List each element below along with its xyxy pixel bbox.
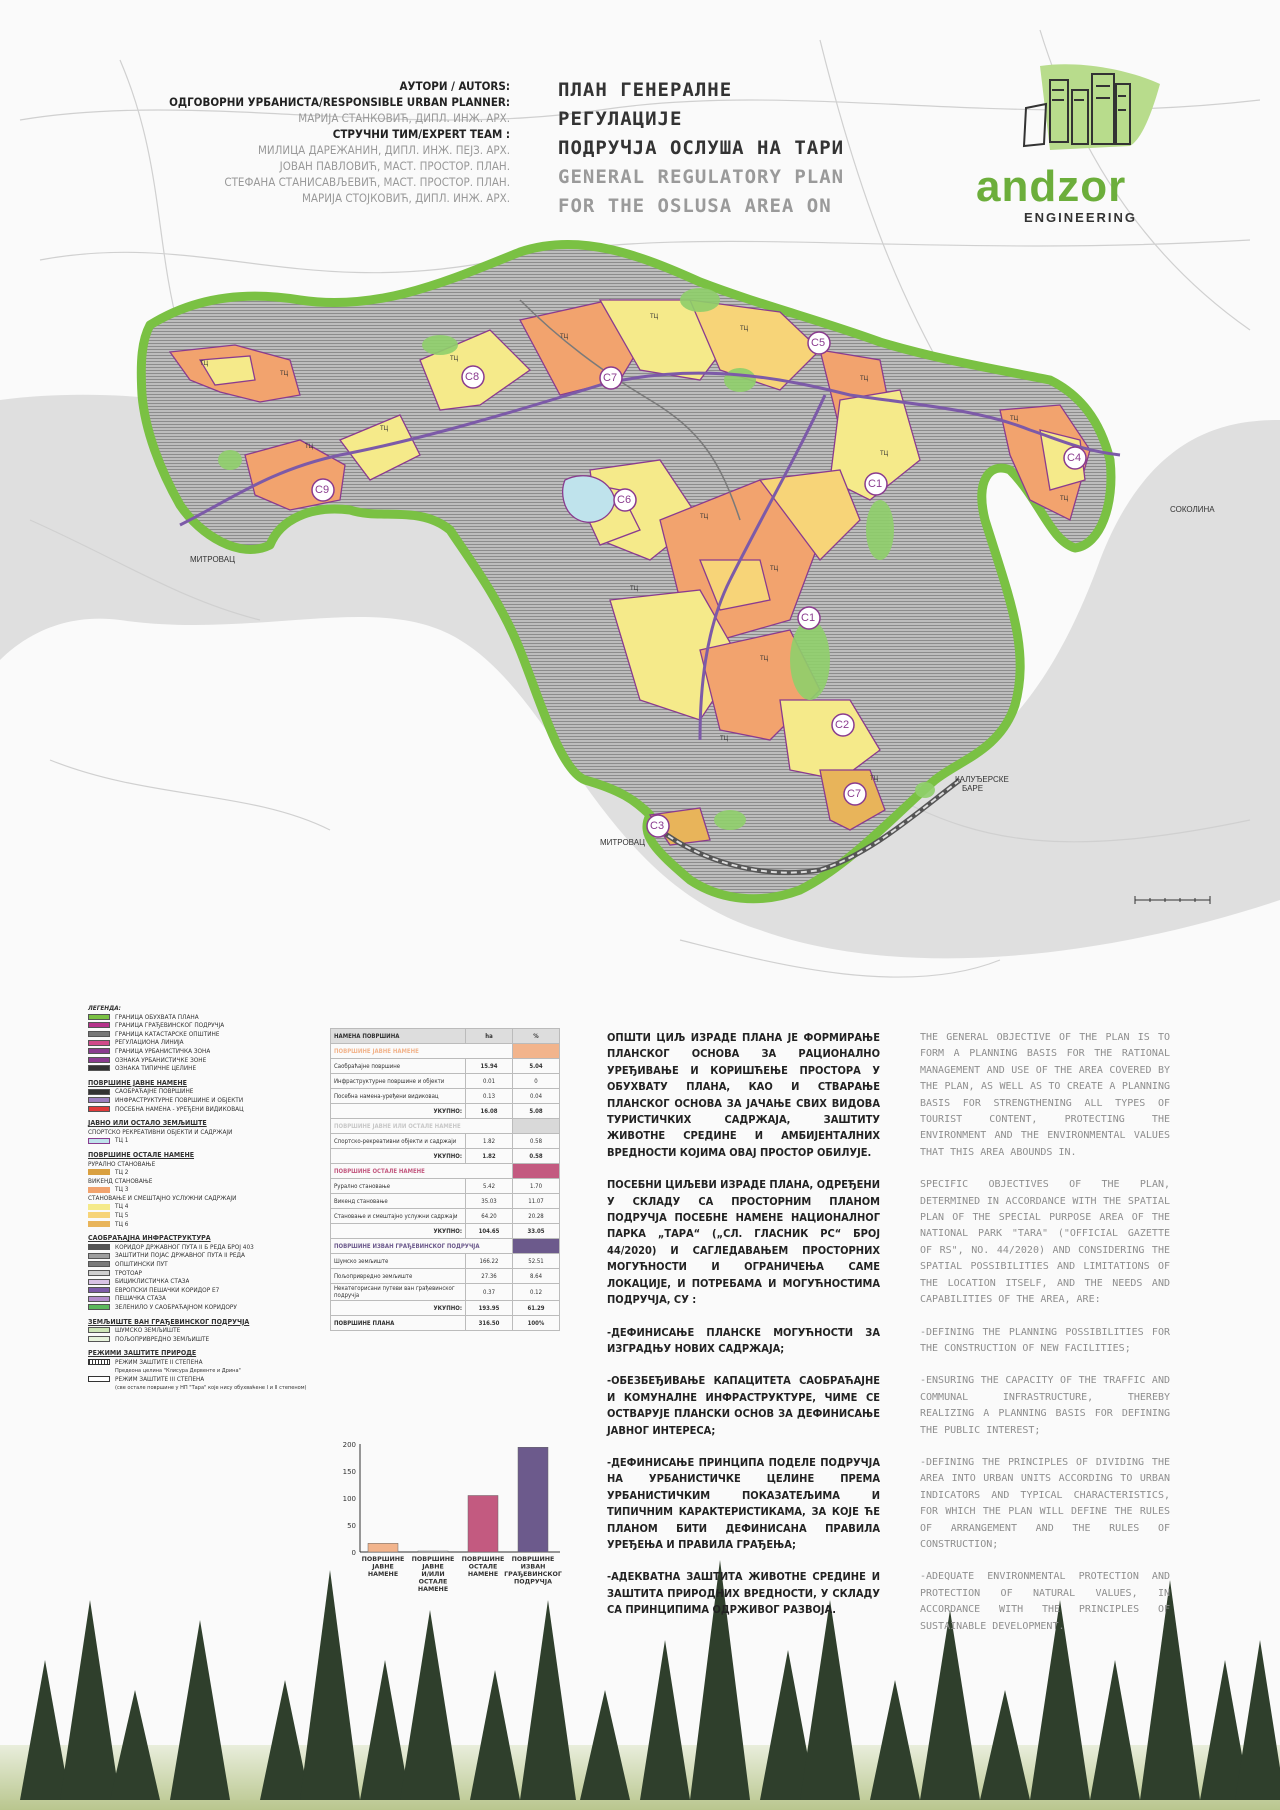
table-header: НАМЕНА ПОВРШИНА ha %	[331, 1029, 560, 1044]
legend-swatch	[88, 1279, 110, 1285]
zone-label: C1	[801, 612, 816, 624]
legend-item: РЕЖИМ ЗАШТИТЕ II СТЕПЕНА	[88, 1358, 328, 1367]
paragraph: -ДЕФИНИСАЊЕ ПЛАНСКЕ МОГУЋНОСТИ ЗА ИЗГРАДЊУ НОВИХ САДРЖАЈА;	[607, 1325, 880, 1355]
legend-weekend-label: ВИКЕНД СТАНОВАЊЕ	[88, 1176, 153, 1185]
svg-text:ТЦ: ТЦ	[305, 444, 314, 450]
legend-item: ГРАНИЦА УРБАНИСТИЧКА ЗОНА	[88, 1047, 328, 1056]
y-tick-label: 100	[342, 1495, 356, 1503]
x-tick-label: ГРАЂЕВИНСКОГ	[504, 1571, 562, 1578]
legend-item: ИНФРАСТРУКТУРНЕ ПОВРШИНЕ И ОБЈЕКТИ	[88, 1096, 328, 1105]
legend-item: ОЗНАКА УРБАНИСТИЧКЕ ЗОНЕ	[88, 1056, 328, 1065]
svg-text:ТЦ: ТЦ	[450, 356, 459, 362]
area-table	[330, 1028, 560, 1331]
svg-text:ТЦ: ТЦ	[880, 451, 889, 457]
legend-item: ШУМСКО ЗЕМЉИШТЕ	[88, 1326, 328, 1335]
credits	[60, 78, 510, 206]
zone-label: C5	[811, 337, 826, 349]
zone-label: C3	[650, 820, 665, 832]
svg-text:ТЦ: ТЦ	[630, 586, 639, 592]
place-kaluderske: КАЛУЂЕРСКЕ	[955, 775, 1009, 784]
legend-rural-label: РУРАЛНО СТАНОВАЊЕ	[88, 1159, 156, 1168]
place-mitrovac-s: МИТРОВАЦ	[600, 838, 646, 847]
paragraph: THE GENERAL OBJECTIVE OF THE PLAN IS TO FORM A PLANNING BASIS FOR THE RATIONAL MANAGEMENT AND USE OF THE AREA COVERED BY THE PLAN, AS WELL AS TO CREATE A PLANNING BASIS FOR STRENGTHENING ALL TYPES OF TOURIST CONTENT, PROTECTING THE ENVIRONMENT AND THE ENVIRONMENTAL VALUES THAT THIS AREA ABOUNDS IN.	[920, 1032, 1170, 1158]
table-row: Спортско-рекреативни објекти и садржаји 1.82 0.58	[331, 1134, 560, 1149]
legend-item: ГРАНИЦА ОБУХВАТА ПЛАНА	[88, 1013, 328, 1022]
legend-swatch	[88, 1336, 110, 1342]
table-row: Становање и смештајно услужни садржаји 64.20 20.28	[331, 1209, 560, 1224]
legend-item: ПОЉОПРИВРЕДНО ЗЕМЉИШТЕ	[88, 1335, 328, 1344]
team-label: СТРУЧНИ ТИМ/EXPERT TEAM :	[332, 127, 510, 141]
zone-label: C4	[1067, 452, 1082, 464]
place-bare: БАРЕ	[962, 784, 984, 793]
legend-item: ТЦ 4	[88, 1202, 328, 1211]
table-section: ПОВРШИНЕ ЈАВНЕ ИЛИ ОСТАЛЕ НАМЕНЕ	[331, 1119, 560, 1134]
table-total: УКУПНО: 1.82 0.58	[331, 1149, 560, 1164]
svg-text:ТЦ: ТЦ	[1060, 496, 1069, 502]
objectives-sr	[607, 1030, 880, 1635]
legend-item: ТЦ 1	[88, 1136, 328, 1145]
x-tick-label: ПОВРШИНЕ	[511, 1556, 555, 1563]
paragraph: -ОБЕЗБЕЂИВАЊЕ КАПАЦИТЕТА САОБРАЋАЈНЕ И КОМУНАЛНЕ ИНФРАСТРУКТУРЕ, ЧИМЕ СЕ ОСТВАРУЈЕ ПЛАНСКИ ОСНОВ ЗА ДЕФИНИСАЊЕ ЈАВНОГ ИНТЕРЕСА;	[607, 1374, 880, 1437]
x-tick-label: НАМЕНЕ	[367, 1571, 399, 1578]
paragraph: -DEFINING THE PLANNING POSSIBILITIES FOR THE CONSTRUCTION OF NEW FACILITIES;	[920, 1326, 1170, 1354]
y-tick-label: 50	[347, 1522, 356, 1530]
legend-swatch	[88, 1327, 110, 1333]
legend-swatch	[88, 1022, 110, 1028]
team-member: МАРИЈА СТОЈКОВИЋ, ДИПЛ. ИНЖ. АРХ.	[301, 191, 510, 205]
legend-public-head: ПОВРШИНЕ ЈАВНЕ НАМЕНЕ	[88, 1078, 187, 1087]
legend-sport-label: СПОРТСКО РЕКРЕАТИВНИ ОБЈЕКТИ И САДРЖАЈИ	[88, 1127, 233, 1136]
svg-text:ТЦ: ТЦ	[770, 566, 779, 572]
legend-item: ЗЕЛЕНИЛО У САОБРАЋАЈНОМ КОРИДОРУ	[88, 1303, 328, 1312]
table-total: УКУПНО: 193.95 61.29	[331, 1301, 560, 1316]
bar	[368, 1543, 398, 1552]
table-total: УКУПНО: 104.65 33.05	[331, 1224, 560, 1239]
table-row: Посебна намена-уређени видиковац 0.13 0.04	[331, 1089, 560, 1104]
team-member: ЈОВАН ПАВЛОВИЋ, МАСТ. ПРОСТОР. ПЛАН.	[279, 159, 510, 173]
title-sr-1: ПЛАН ГЕНЕРАЛНЕ РЕГУЛАЦИЈЕ	[558, 79, 733, 130]
logo-name: andzor	[976, 162, 1127, 211]
table-grand-total: ПОВРШИНЕ ПЛАНА 316.50 100%	[331, 1316, 560, 1331]
legend-outside-head: ЗЕМЉИШТЕ ВАН ГРАЂЕВИНСКОГ ПОДРУЧЈА	[88, 1317, 250, 1326]
legend-item: БИЦИКЛИСТИЧКА СТАЗА	[88, 1277, 328, 1286]
bar	[418, 1551, 448, 1552]
team-member: СТЕФАНА СТАНИСАВЉЕВИЋ, МАСТ. ПРОСТОР. ПЛАН.	[224, 175, 510, 189]
legend-public-other-head: ЈАВНО ИЛИ ОСТАЛО ЗЕМЉИШТЕ	[88, 1119, 207, 1128]
x-tick-label: ПОВРШИНЕ	[361, 1556, 405, 1563]
legend-housing-label: СТАНОВАЊЕ И СМЕШТАЈНО УСЛУЖНИ САДРЖАЈИ	[88, 1193, 237, 1202]
place-mitrovac-w: МИТРОВАЦ	[190, 555, 236, 564]
plan-title	[558, 76, 848, 221]
legend-item: РЕГУЛАЦИОНА ЛИНИЈА	[88, 1038, 328, 1047]
legend	[88, 1004, 328, 1392]
paragraph: -DEFINING THE PRINCIPLES OF DIVIDING THE AREA INTO URBAN UNITS ACCORDING TO URBAN INDICATORS AND TYPICAL CHARACTERISTICS, FOR WHICH THE PLAN WILL DEFINE THE RULES OF ARRANGEMENT AND THE RULES OF CONSTRUCTION;	[920, 1456, 1170, 1550]
legend-item: ОПШТИНСКИ ПУТ	[88, 1260, 328, 1269]
title-en-1: GENERAL REGULATORY PLAN	[558, 166, 845, 188]
x-tick-label: ПОВРШИНЕ	[411, 1556, 455, 1563]
logo-sub: ENGINEERING	[1024, 210, 1138, 225]
svg-text:ТЦ: ТЦ	[870, 776, 879, 782]
legend-swatch	[88, 1287, 110, 1293]
table-section: ПОВРШИНЕ ОСТАЛЕ НАМЕНЕ	[331, 1164, 560, 1179]
legend-protection-head: РЕЖИМИ ЗАШТИТЕ ПРИРОДЕ	[88, 1349, 197, 1358]
area-bar-chart	[330, 1436, 570, 1606]
table-total: УКУПНО: 16.08 5.08	[331, 1104, 560, 1119]
zone-label: C9	[315, 484, 330, 496]
title-en-2: FOR THE OSLUSA AREA ON	[558, 195, 832, 217]
x-tick-label: ЈАВНЕ	[422, 1563, 444, 1571]
legend-swatch	[88, 1270, 110, 1276]
table-row: Некатегорисани путеви ван грађевинског подручја 0.37 0.12	[331, 1284, 560, 1301]
x-tick-label: И/ИЛИ	[421, 1571, 445, 1578]
legend-title: ЛЕГЕНДА:	[88, 1004, 121, 1012]
x-tick-label: НАМЕНЕ	[417, 1586, 449, 1593]
svg-text:ТЦ: ТЦ	[740, 326, 749, 332]
bar	[468, 1495, 498, 1552]
legend-swatch	[88, 1261, 110, 1267]
legend-swatch	[88, 1065, 110, 1071]
svg-text:ТЦ: ТЦ	[560, 334, 569, 340]
legend-swatch	[88, 1031, 110, 1037]
authors-label: АУТОРИ / AUTORS:	[399, 79, 510, 93]
legend-traffic-head: САОБРАЋАЈНА ИНФРАСТРУКТУРА	[88, 1234, 211, 1243]
svg-text:ТЦ: ТЦ	[700, 514, 709, 520]
title-sr-2: ПОДРУЧЈА ОСЛУША НА ТАРИ	[558, 137, 845, 159]
legend-item: ОЗНАКА ТИПИЧНЕ ЦЕЛИНЕ	[88, 1064, 328, 1073]
zone-label: C2	[835, 719, 850, 731]
x-tick-label: ИЗВАН	[520, 1563, 546, 1571]
legend-item: ЕВРОПСКИ ПЕШАЧКИ КОРИДОР Е7	[88, 1286, 328, 1295]
paragraph: -ДЕФИНИСАЊЕ ПРИНЦИПА ПОДЕЛЕ ПОДРУЧЈА НА УРБАНИСТИЧКЕ ЦЕЛИНЕ ПРЕМА УРБАНИСТИЧКИМ ПОКАЗАТЕЉИМА И ТИПИЧНИМ КАРАКТЕРИСТИКАМА, ЗА КОЈЕ ЋЕ ПЛАНОМ БИТИ ДЕФИНИСАНА ПРАВИЛА УРЕЂЕЊА И ПРАВИЛА ГРАЂЕЊА;	[607, 1455, 880, 1551]
x-tick-label: ОСТАЛЕ	[418, 1578, 448, 1586]
y-tick-label: 150	[342, 1468, 356, 1476]
table-section: ПОВРШИНЕ ИЗВАН ГРАЂЕВИНСКОГ ПОДРУЧЈА	[331, 1239, 560, 1254]
svg-text:ТЦ: ТЦ	[1010, 416, 1019, 422]
table-row: Саобраћајне површине 15.94 5.04	[331, 1059, 560, 1074]
svg-text:ТЦ: ТЦ	[760, 656, 769, 662]
legend-item: КОРИДОР ДРЖАВНОГ ПУТА II Б РЕДА БРОЈ 403	[88, 1243, 328, 1252]
zone-label: C7	[603, 372, 618, 384]
legend-swatch	[88, 1048, 110, 1054]
legend-swatch	[88, 1244, 110, 1250]
legend-swatch	[88, 1014, 110, 1020]
logo-mark	[1024, 64, 1160, 150]
legend-protection-sub: (све остале површине у НП "Тара" које нису обухваћене I и II степеном)	[115, 1384, 307, 1391]
place-sokolina: СОКОЛИНА	[1170, 505, 1215, 514]
paragraph: -ADEQUATE ENVIRONMENTAL PROTECTION AND PROTECTION OF NATURAL VALUES, IN ACCORDANCE WITH THE PRINCIPLES OF SUSTAINABLE DEVELOPMENT.	[920, 1571, 1170, 1632]
team-member: МИЛИЦА ДАРЕЖАНИН, ДИПЛ. ИНЖ. ПЕЈЗ. АРХ.	[257, 143, 510, 157]
zone-label: C8	[465, 371, 480, 383]
svg-text:ТЦ: ТЦ	[380, 426, 389, 432]
table-row: Пољопривредно земљиште 27.36 8.64	[331, 1269, 560, 1284]
table-row: Рурално становање 5.42 1.70	[331, 1179, 560, 1194]
paragraph: SPECIFIC OBJECTIVES OF THE PLAN, DETERMINED IN ACCORDANCE WITH THE SPATIAL PLAN OF THE SPECIAL PURPOSE AREA OF THE NATIONAL PARK "TARA" ("OFFICIAL GAZETTE OF RS", NO. 44/2020) AND CONSIDERING THE SPATIAL POSSIBILITIES AND LIMITATIONS OF THE LOCATION ITSELF, AND THE NEEDS AND CAPABILITIES OF THE AREA, ARE:	[920, 1179, 1170, 1306]
legend-item: ПЕШАЧКА СТАЗА	[88, 1294, 328, 1303]
zone-label: C7	[847, 788, 862, 800]
legend-item: ТЦ 5	[88, 1211, 328, 1220]
table-row: Инфраструктурне површине и објекти 0.01 0	[331, 1074, 560, 1089]
legend-item: РЕЖИМ ЗАШТИТЕ III СТЕПЕНА	[88, 1375, 328, 1384]
paragraph: -АДЕКВАТНА ЗАШТИТА ЖИВОТНЕ СРЕДИНЕ И ЗАШТИТА ПРИРОДНИХ ВРЕДНОСТИ, У СКЛАДУ СА ПРИНЦИПИМА ОДРЖИВОГ РАЗВОЈА.	[607, 1570, 880, 1617]
svg-text:ТЦ: ТЦ	[720, 736, 729, 742]
x-tick-label: ПОВРШИНЕ	[461, 1556, 505, 1563]
legend-item: ТЦ 2	[88, 1168, 328, 1177]
legend-item: САОБРАЋАЈНЕ ПОВРШИНЕ	[88, 1087, 328, 1096]
objectives-en	[920, 1030, 1170, 1651]
table-row: Викенд становање 35.03 11.07	[331, 1194, 560, 1209]
svg-text:ТЦ: ТЦ	[650, 314, 659, 320]
legend-item: ТРОТОАР	[88, 1269, 328, 1278]
x-tick-label: ПОДРУЧЈА	[513, 1578, 553, 1586]
legend-swatch	[88, 1057, 110, 1063]
legend-protection-sub: Предеона целина "Клисура Дервенте и Дрина"	[115, 1367, 241, 1374]
legend-item: ЗАШТИТНИ ПОЈАС ДРЖАВНОГ ПУТА II РЕДА	[88, 1251, 328, 1260]
legend-item: ГРАНИЦА КАТАСТАРСКЕ ОПШТИНЕ	[88, 1030, 328, 1039]
legend-item: ТЦ 3	[88, 1185, 328, 1194]
y-tick-label: 200	[342, 1441, 356, 1449]
table-section: ПОВРШИНЕ ЈАВНЕ НАМЕНЕ	[331, 1044, 560, 1059]
legend-swatch	[88, 1097, 110, 1103]
legend-swatch	[88, 1253, 110, 1259]
zone-label: C1	[868, 478, 883, 490]
legend-swatch	[88, 1296, 110, 1302]
legend-item: ПОСЕБНА НАМЕНА - УРЕЂЕНИ ВИДИКОВАЦ	[88, 1105, 328, 1114]
x-tick-label: ОСТАЛЕ	[468, 1563, 498, 1571]
svg-text:ТЦ: ТЦ	[280, 371, 289, 377]
legend-swatch	[88, 1106, 110, 1112]
planner-label: ОДГОВОРНИ УРБАНИСТА/RESPONSIBLE URBAN PLANNER:	[169, 95, 510, 109]
x-tick-label: НАМЕНЕ	[467, 1571, 499, 1578]
table-row: Шумско земљиште 166.22 52.51	[331, 1254, 560, 1269]
legend-item: ГРАНИЦА ГРАЂЕВИНСКОГ ПОДРУЧЈА	[88, 1021, 328, 1030]
legend-swatch	[88, 1040, 110, 1046]
legend-item: ТЦ 6	[88, 1220, 328, 1229]
svg-text:ТЦ: ТЦ	[860, 376, 869, 382]
bar	[518, 1447, 548, 1552]
svg-text:ТЦ: ТЦ	[200, 361, 209, 367]
planner-name: МАРИЈА СТАНКОВИЋ, ДИПЛ. ИНЖ. АРХ.	[298, 111, 510, 125]
legend-swatch	[88, 1089, 110, 1095]
paragraph: ПОСЕБНИ ЦИЉЕВИ ИЗРАДЕ ПЛАНА, ОДРЕЂЕНИ У СКЛАДУ СА ПРОСТОРНИМ ПЛАНОМ ПОДРУЧЈА ПОСЕБНЕ НАМЕНЕ НАЦИОНАЛНОГ ПАРКА „ТАРА“ („СЛ. ГЛАСНИК РС“ БРОЈ 44/2020) И САГЛЕДАВАЊЕМ ПРОСТОРНИХ МОГУЋНОСТИ И ОГРАНИЧЕЊА САМЕ ЛОКАЦИЈЕ, И ПОТРЕБАМА И МОГУЋНОСТИМА ПОДРУЧЈА, СУ :	[607, 1178, 880, 1307]
paragraph: -ENSURING THE CAPACITY OF THE TRAFFIC AND COMMUNAL INFRASTRUCTURE, THEREBY REALIZING A PLANNING BASIS FOR DEFINING THE PUBLIC INTEREST;	[920, 1375, 1170, 1436]
paragraph: ОПШТИ ЦИЉ ИЗРАДЕ ПЛАНА ЈЕ ФОРМИРАЊЕ ПЛАНСКОГ ОСНОВА ЗА РАЦИОНАЛНО УРЕЂИВАЊЕ И КОРИШЋЕЊЕ ПРОСТОРА У ОБУХВАТУ ПЛАНА, КАО И СТВАРАЊЕ ПЛАНСКОГ ОСНОВА ЗА ЈАЧАЊЕ СВИХ ВИДОВА ТУРИСТИЧКИХ САДРЖАЈА, ЗАШТИТУ ЖИВОТНЕ СРЕДИНЕ И АМБИЈЕНТАЛНИХ ВРЕДНОСТИ КОЈИМА ОВАЈ ПРОСТОР ОБИЛУЈЕ.	[607, 1031, 880, 1159]
zone-label: C6	[617, 494, 632, 506]
x-tick-label: ЈАВНЕ	[372, 1563, 394, 1571]
y-tick-label: 0	[351, 1549, 356, 1557]
legend-swatch	[88, 1304, 110, 1310]
legend-other-head: ПОВРШИНЕ ОСТАЛЕ НАМЕНЕ	[88, 1150, 195, 1159]
